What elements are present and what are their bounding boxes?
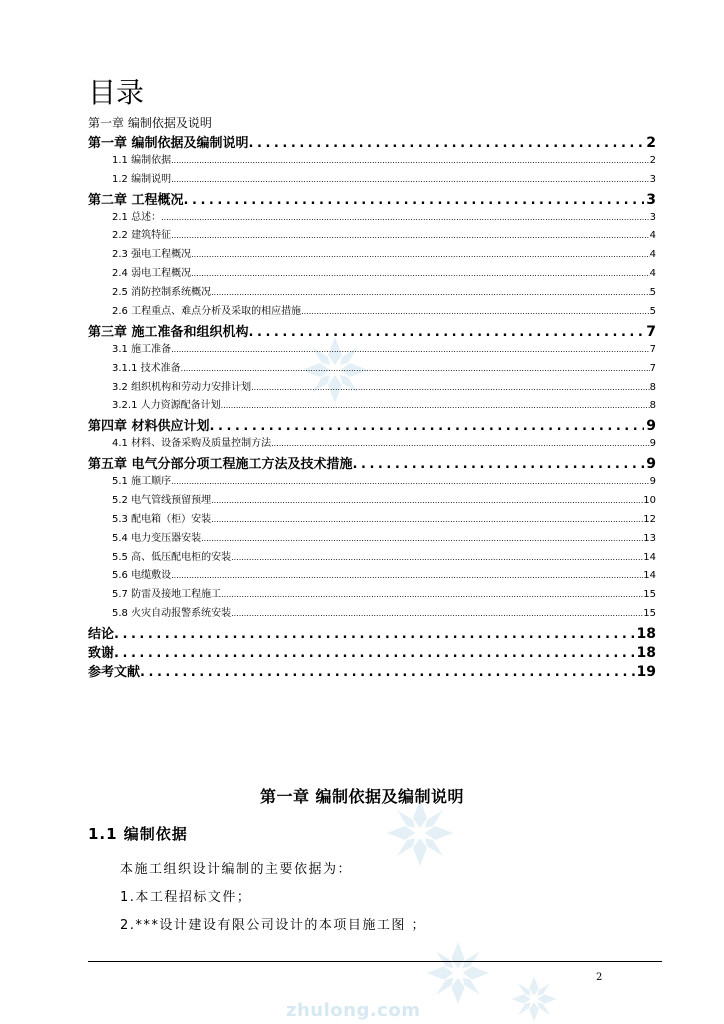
toc-entry-page: 4 xyxy=(649,268,656,280)
toc-entry-page: 8 xyxy=(649,381,656,393)
toc-entry-title: 5.1 施工顺序 xyxy=(112,476,172,488)
toc-entry-title: 结论 xyxy=(88,627,115,643)
toc-subtitle: 第一章 编制依据及说明 xyxy=(88,116,212,130)
toc-entry-page: 9 xyxy=(646,456,656,473)
toc-entry-page: 18 xyxy=(636,645,656,661)
toc-entry-title: 2.4 弱电工程概况 xyxy=(112,268,192,280)
toc-entry-page: 3 xyxy=(649,211,656,223)
toc-dot-leader xyxy=(249,325,645,340)
toc-section-entry[interactable] xyxy=(88,434,656,453)
toc-chapter-entry[interactable] xyxy=(88,642,656,661)
toc-dot-leader xyxy=(114,646,635,661)
toc-entry-page: 15 xyxy=(643,589,656,601)
toc-entry-title: 3.2 组织机构和劳动力安排计划 xyxy=(112,381,252,393)
watermark-snowflake-icon xyxy=(385,798,455,868)
toc-entry-title: 1.1 编制依据 xyxy=(112,154,172,166)
toc-dot-leader xyxy=(171,476,650,487)
toc-entry-page: 7 xyxy=(649,362,656,374)
toc-dot-leader xyxy=(211,514,643,525)
toc-dot-leader xyxy=(271,438,650,449)
toc-entry-page: 2 xyxy=(649,154,656,166)
toc-entry-title: 5.3 配电箱（柜）安装 xyxy=(112,513,212,525)
toc-entry-title: 5.6 电缆敷设 xyxy=(112,570,172,582)
toc-dot-leader xyxy=(171,174,650,185)
toc-entry-page: 4 xyxy=(649,249,656,261)
toc-entry-page: 4 xyxy=(649,230,656,242)
toc-entry-title: 5.2 电气管线预留预埋 xyxy=(112,494,212,506)
toc-entry-title: 第二章 工程概况 xyxy=(88,192,184,208)
toc-entry-page: 5 xyxy=(649,306,656,318)
watermark-snowflake-icon xyxy=(510,975,558,1023)
toc-dot-leader xyxy=(191,249,650,260)
toc-dot-leader xyxy=(184,193,645,208)
toc-entry-title: 2.6 工程重点、难点分析及采取的相应措施 xyxy=(112,306,302,318)
toc-section-entry[interactable] xyxy=(88,548,656,567)
toc-dot-leader xyxy=(171,230,650,241)
toc-section-entry[interactable] xyxy=(88,302,656,321)
toc-dot-leader xyxy=(221,589,643,600)
toc-section-entry[interactable] xyxy=(88,208,656,227)
toc-dot-leader xyxy=(171,155,650,166)
toc-entry-title: 第五章 电气分部分项工程施工方法及技术措施 xyxy=(88,457,353,473)
body-paragraph: 1.本工程招标文件； xyxy=(120,890,252,905)
toc-entry-page: 19 xyxy=(636,663,656,680)
toc-entry-page: 13 xyxy=(643,532,656,544)
toc-entry-page: 8 xyxy=(649,400,656,412)
toc-dot-leader xyxy=(221,400,650,411)
toc-entry-page: 12 xyxy=(643,513,656,525)
toc-entry-page: 9 xyxy=(649,476,656,488)
toc-entry-title: 4.1 材料、设备采购及质量控制方法 xyxy=(112,438,272,450)
toc-entry-page: 15 xyxy=(643,608,656,620)
toc-entry-page: 7 xyxy=(646,323,656,340)
toc-dot-leader xyxy=(353,457,645,472)
toc-entry-page: 10 xyxy=(643,494,656,506)
toc-entry-page: 5 xyxy=(649,287,656,299)
watermark-snowflake-icon xyxy=(425,940,491,1006)
toc-entry-page: 14 xyxy=(643,570,656,582)
toc-dot-leader xyxy=(231,552,643,563)
toc-section-entry[interactable] xyxy=(88,264,656,283)
toc-section-entry[interactable] xyxy=(88,491,656,510)
toc-section-entry[interactable] xyxy=(88,245,656,264)
toc-dot-leader xyxy=(161,212,650,223)
toc-entry-title: 第三章 施工准备和组织机构 xyxy=(88,324,249,340)
toc-entry-title: 第一章 编制依据及编制说明 xyxy=(88,136,249,151)
toc-entry-title: 2.1 总述： xyxy=(112,211,162,223)
toc-chapter-entry[interactable] xyxy=(88,189,656,208)
chapter-heading: 第一章 编制依据及编制说明 xyxy=(259,787,465,806)
toc-entry-title: 2.3 强电工程概况 xyxy=(112,249,192,261)
toc-section-entry[interactable] xyxy=(88,359,656,378)
toc-entry-title: 参考文献 xyxy=(88,664,141,680)
toc-chapter-entry[interactable] xyxy=(88,321,656,340)
toc-title: 目录 xyxy=(88,76,145,109)
toc-section-entry[interactable] xyxy=(88,226,656,245)
toc-entry-title: 5.8 火灾自动报警系统安装 xyxy=(112,608,232,620)
body-paragraph: 2.***设计建设有限公司设计的本项目施工图 ； xyxy=(120,918,427,933)
toc-entry-page: 2 xyxy=(646,135,656,151)
toc-entry-page: 9 xyxy=(646,418,656,435)
toc-entry-page: 3 xyxy=(646,191,656,208)
toc-section-entry[interactable] xyxy=(88,566,656,585)
toc-entry-title: 5.5 高、低压配电柜的安装 xyxy=(112,551,232,563)
toc-section-entry[interactable] xyxy=(88,170,656,189)
toc-dot-leader xyxy=(210,419,645,434)
toc-dot-leader xyxy=(181,363,650,374)
toc-dot-leader xyxy=(201,533,643,544)
toc-entry-page: 7 xyxy=(649,343,656,355)
toc-entry-page: 9 xyxy=(649,438,656,450)
toc-entry-title: 5.7 防雷及接地工程施工 xyxy=(112,589,222,601)
toc-dot-leader xyxy=(211,495,643,506)
toc-section-entry[interactable] xyxy=(88,585,656,604)
toc-section-entry[interactable] xyxy=(88,529,656,548)
toc-entry-title: 2.2 建筑特征 xyxy=(112,230,172,242)
toc-section-entry[interactable] xyxy=(88,378,656,397)
toc-dot-leader xyxy=(249,136,645,151)
toc-section-entry[interactable] xyxy=(88,151,656,170)
body-paragraph: 本施工组织设计编制的主要依据为： xyxy=(120,862,353,877)
section-heading: 1.1 编制依据 xyxy=(88,825,188,843)
toc-entry-page: 3 xyxy=(649,173,656,185)
toc-section-entry[interactable] xyxy=(88,604,656,623)
toc-entry-title: 5.4 电力变压器安装 xyxy=(112,532,202,544)
toc-section-entry[interactable] xyxy=(88,510,656,529)
page-number: 2 xyxy=(596,972,603,983)
toc-dot-leader xyxy=(114,627,635,642)
toc-dot-leader xyxy=(140,665,635,680)
toc-chapter-entry[interactable] xyxy=(88,132,656,151)
toc-dot-leader xyxy=(301,306,650,317)
toc-section-entry[interactable] xyxy=(88,340,656,359)
footer-divider xyxy=(88,961,662,962)
toc-entry-title: 第四章 材料供应计划 xyxy=(88,419,210,435)
toc-entry-title: 3.1 施工准备 xyxy=(112,343,172,355)
toc-chapter-entry[interactable] xyxy=(88,623,656,642)
toc-chapter-entry[interactable] xyxy=(88,415,656,434)
toc-section-entry[interactable] xyxy=(88,396,656,415)
toc-entry-page: 14 xyxy=(643,551,656,563)
toc-entry-page: 18 xyxy=(636,626,656,643)
watermark-text: zhulong.com xyxy=(286,1000,421,1021)
toc-dot-leader xyxy=(231,608,643,619)
toc-section-entry[interactable] xyxy=(88,472,656,491)
toc-dot-leader xyxy=(251,382,650,393)
toc-chapter-entry[interactable] xyxy=(88,453,656,472)
toc-entry-title: 3.1.1 技术准备 xyxy=(112,362,181,374)
toc-dot-leader xyxy=(191,268,650,279)
toc-dot-leader xyxy=(171,344,650,355)
toc-entry-title: 3.2.1 人力资源配备计划 xyxy=(112,400,221,412)
toc-dot-leader xyxy=(211,287,650,298)
toc-entry-title: 致谢 xyxy=(88,646,115,661)
toc-entry-title: 2.5 消防控制系统概况 xyxy=(112,287,212,299)
table-of-contents xyxy=(88,132,656,680)
toc-dot-leader xyxy=(171,570,643,581)
toc-entry-title: 1.2 编制说明 xyxy=(112,173,172,185)
toc-chapter-entry[interactable] xyxy=(88,661,656,680)
toc-section-entry[interactable] xyxy=(88,283,656,302)
